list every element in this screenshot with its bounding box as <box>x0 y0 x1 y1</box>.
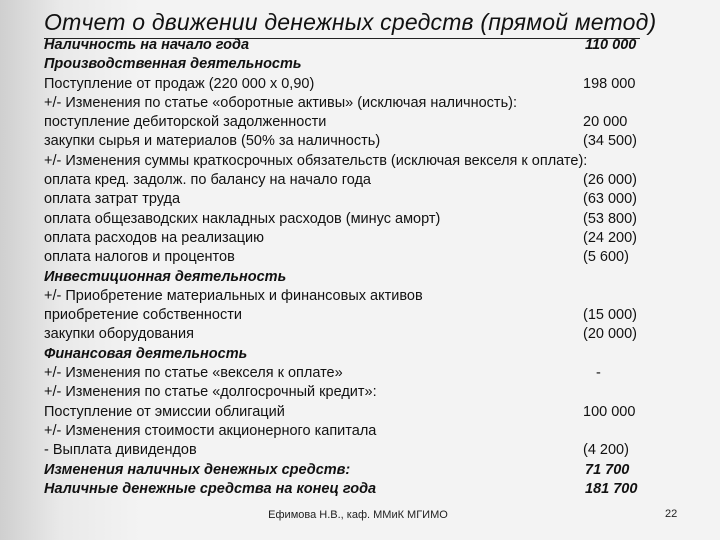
row-amount: (24 200) <box>583 229 638 246</box>
statement-row <box>44 383 684 402</box>
row-label: оплата кред. задолж. по балансу на начало года <box>44 172 371 189</box>
row-label: закупки оборудования <box>44 326 194 343</box>
row-label: Производственная деятельность <box>44 56 302 73</box>
row-label: приобретение собственности <box>44 307 242 324</box>
statement-row <box>44 229 684 248</box>
statement-row <box>44 287 684 306</box>
statement-row <box>44 306 684 325</box>
statement-row <box>44 171 684 190</box>
statement-row <box>44 113 684 132</box>
row-amount: (4 200) <box>583 442 629 459</box>
row-amount: 181 700 <box>585 480 638 497</box>
statement-row <box>44 210 684 229</box>
row-label: +/- Изменения по статье «оборотные активы» (исключая наличность): <box>44 94 517 111</box>
section-row <box>44 268 684 287</box>
row-label: +/- Изменения по статье «векселя к оплате» <box>44 365 343 382</box>
statement-row <box>44 152 684 171</box>
row-amount: (20 000) <box>583 326 638 343</box>
row-amount: (63 000) <box>583 191 638 208</box>
section-row <box>44 461 684 480</box>
row-amount: (26 000) <box>583 172 638 189</box>
row-amount: 20 000 <box>583 114 628 131</box>
row-label: оплата общезаводских накладных расходов (минус аморт) <box>44 210 441 227</box>
row-label: +/- Приобретение материальных и финансовых активов <box>44 287 423 304</box>
statement-row <box>44 441 684 460</box>
statement-row <box>44 190 684 209</box>
row-amount: 100 000 <box>583 403 636 420</box>
row-label: Наличные денежные средства на конец года <box>44 480 377 497</box>
statement-row <box>44 422 684 441</box>
row-amount: (5 600) <box>583 249 629 266</box>
statement-row <box>44 132 684 151</box>
page-number: 22 <box>665 508 678 520</box>
row-label: Поступление от эмиссии облигаций <box>44 403 285 420</box>
footer-author <box>0 509 720 521</box>
row-label: оплата расходов на реализацию <box>44 229 265 246</box>
statement-row <box>44 364 684 383</box>
statement-row <box>44 403 684 422</box>
row-label: оплата налогов и процентов <box>44 249 235 266</box>
row-label: +/- Изменения суммы краткосрочных обязательств (исключая векселя к оплате): <box>44 152 588 169</box>
row-label: Изменения наличных денежных средств: <box>44 461 351 478</box>
section-row <box>44 345 684 364</box>
row-amount: 198 000 <box>583 75 636 92</box>
slide-title: Отчет о движении денежных средств (прямой метод) <box>44 9 657 35</box>
row-label: - Выплата дивидендов <box>44 442 197 459</box>
footer-author-text: Ефимова Н.В., каф. ММиК МГИМО <box>268 509 448 521</box>
row-amount: (53 800) <box>583 210 638 227</box>
row-amount: 110 000 <box>585 37 637 53</box>
statement-row <box>44 94 684 113</box>
statement-row <box>44 325 684 344</box>
row-label: Финансовая деятельность <box>44 345 248 362</box>
row-amount: (34 500) <box>583 133 638 150</box>
row-label: +/- Изменения стоимости акционерного капитала <box>44 422 377 439</box>
row-label: Поступление от продаж (220 000 х 0,90) <box>44 75 315 92</box>
statement-row <box>44 75 684 94</box>
cash-flow-statement <box>44 36 684 499</box>
row-label: поступление дебиторской задолженности <box>44 114 327 131</box>
section-row <box>44 55 684 74</box>
statement-row <box>44 248 684 267</box>
section-row <box>44 480 684 499</box>
row-label: оплата затрат труда <box>44 191 181 208</box>
row-amount: (15 000) <box>583 307 638 324</box>
row-label: Наличность на начало года <box>44 37 250 53</box>
row-label: +/- Изменения по статье «долгосрочный кредит»: <box>44 384 377 401</box>
row-label: Инвестиционная деятельность <box>44 268 287 285</box>
row-label: закупки сырья и материалов (50% за наличность) <box>44 133 381 150</box>
section-row <box>44 36 684 55</box>
row-amount: - <box>596 365 601 382</box>
row-amount: 71 700 <box>585 461 630 478</box>
